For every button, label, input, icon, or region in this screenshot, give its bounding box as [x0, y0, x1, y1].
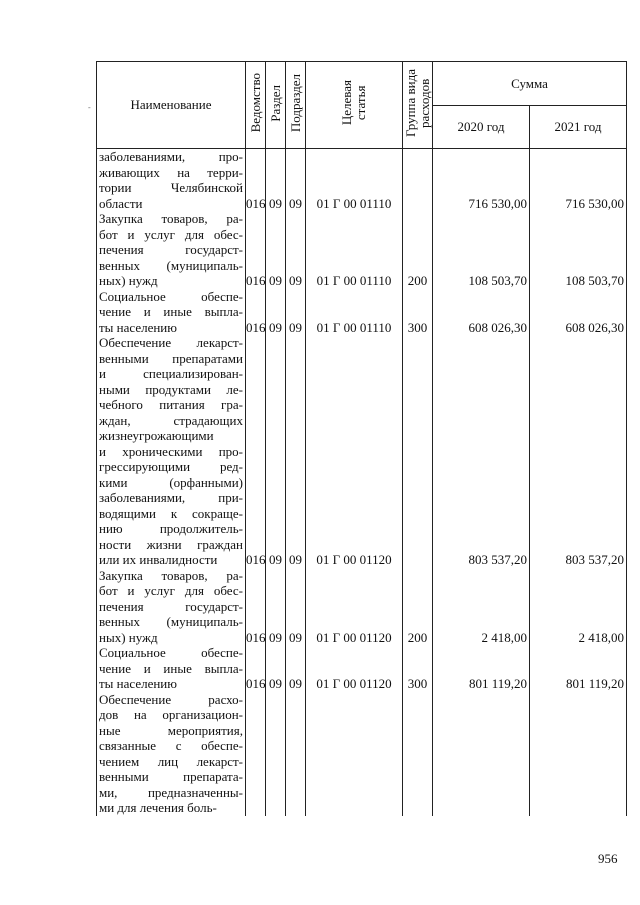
header-celevaya-statya: Целевая статья: [306, 62, 403, 149]
cell-razdel-value: 09: [269, 552, 282, 567]
row-name-line: ты населению: [99, 319, 177, 335]
cell-vedomstvo: [246, 289, 266, 336]
cell-amount-2020: [433, 645, 530, 692]
header-name: Наименование: [97, 62, 246, 149]
cell-razdel: [266, 335, 286, 568]
cell-razdel-value: 09: [269, 319, 282, 335]
cell-celevaya-statya: [306, 211, 403, 289]
row-name-line: ми для лечения боль-: [99, 800, 217, 815]
cell-amount-2020: [433, 289, 530, 336]
row-name-line: ности жизни граждан: [99, 536, 243, 552]
cell-podrazdel-value: 09: [289, 629, 302, 645]
cell-amount-2021-value: 2 418,00: [578, 629, 624, 645]
cell-podrazdel: [286, 211, 306, 289]
cell-amount-2021: [530, 335, 627, 568]
row-name: [97, 289, 246, 336]
row-name-line: Обеспечение лекарст-: [99, 335, 243, 350]
row-name-line: кими (орфанными): [99, 474, 243, 490]
cell-vedomstvo-value: 016: [246, 195, 266, 211]
row-name-line: Закупка товаров, ра-: [99, 567, 243, 583]
row-name-line: чебного питания гра-: [99, 397, 243, 412]
cell-vedomstvo: [246, 211, 266, 289]
row-name: [97, 692, 246, 816]
cell-amount-2021-value: 108 503,70: [565, 273, 624, 288]
header-year-2021: 2021 год: [530, 106, 627, 149]
cell-podrazdel: [286, 335, 306, 568]
cell-razdel: [266, 289, 286, 336]
cell-gruppa-vida: [403, 335, 433, 568]
cell-celevaya-statya-value: 01 Г 00 01120: [316, 552, 392, 567]
table-row: [97, 335, 627, 568]
row-name-line: Социальное обеспе-: [99, 645, 243, 660]
row-name-line: печения государст-: [99, 242, 243, 257]
row-name-line: венных (муниципаль-: [99, 257, 243, 273]
cell-amount-2021: [530, 289, 627, 336]
cell-amount-2020: [433, 692, 530, 816]
row-name-line: бот и услуг для обес-: [99, 226, 243, 242]
row-name: [97, 211, 246, 289]
cell-amount-2020-value: 801 119,20: [468, 676, 527, 691]
cell-razdel-value: 09: [269, 629, 282, 645]
row-name-line: венными препаратами: [99, 350, 243, 366]
cell-celevaya-statya: [306, 645, 403, 692]
cell-celevaya-statya-value: 01 Г 00 01110: [316, 273, 392, 288]
row-name-line: нию продолжитель-: [99, 521, 243, 536]
cell-celevaya-statya: [306, 335, 403, 568]
row-name-line: дов на организацион-: [99, 707, 243, 722]
cell-podrazdel: [286, 645, 306, 692]
row-name-line: венных (муниципаль-: [99, 614, 243, 629]
table-header-row: [97, 62, 627, 106]
cell-vedomstvo: [246, 692, 266, 816]
header-summa: Сумма: [433, 62, 627, 106]
table-row: [97, 692, 627, 816]
cell-amount-2020-value: 2 418,00: [481, 629, 527, 645]
cell-podrazdel: [286, 692, 306, 816]
cell-razdel-value: 09: [269, 273, 282, 288]
row-name-line: области: [99, 195, 143, 211]
cell-amount-2020-value: 716 530,00: [468, 195, 527, 211]
row-name-line: печения государст-: [99, 598, 243, 614]
cell-celevaya-statya: [306, 692, 403, 816]
cell-amount-2020: [433, 211, 530, 289]
cell-celevaya-statya: [306, 149, 403, 212]
row-name-line: ми, предназначенны-: [99, 784, 243, 800]
header-gruppa-vida-rashodov: Группа вида расходов: [403, 62, 433, 149]
margin-mark: -: [88, 103, 91, 112]
cell-amount-2020-value: 108 503,70: [468, 273, 527, 288]
cell-vedomstvo-value: 016: [246, 273, 266, 288]
cell-razdel: [266, 645, 286, 692]
cell-razdel: [266, 211, 286, 289]
cell-razdel-value: 09: [269, 676, 282, 691]
cell-amount-2020-value: 803 537,20: [468, 552, 527, 567]
table-body: [97, 149, 627, 816]
row-name-line: Социальное обеспе-: [99, 288, 243, 304]
page-number: 956: [598, 851, 618, 866]
row-name-line: ными продуктами ле-: [99, 381, 243, 397]
row-name-line: бот и услуг для обес-: [99, 583, 243, 598]
cell-vedomstvo-value: 016: [246, 676, 266, 691]
row-name-line: и хроническими про-: [99, 443, 243, 459]
row-name-line: жизнеугрожающими: [99, 428, 214, 443]
cell-vedomstvo: [246, 645, 266, 692]
header-vedomstvo: Ведомство: [246, 62, 266, 149]
cell-vedomstvo: [246, 568, 266, 646]
cell-amount-2021-value: 716 530,00: [565, 195, 624, 211]
cell-gruppa-vida: [403, 211, 433, 289]
cell-gruppa-vida: [403, 149, 433, 212]
cell-razdel: [266, 149, 286, 212]
cell-vedomstvo: [246, 335, 266, 568]
cell-celevaya-statya-value: 01 Г 00 01110: [316, 319, 392, 335]
cell-podrazdel-value: 09: [289, 676, 302, 691]
row-name: [97, 335, 246, 568]
row-name-line: или их инвалидности: [99, 552, 218, 567]
row-name-line: чение и иные выпла-: [99, 304, 243, 319]
cell-podrazdel: [286, 289, 306, 336]
table-row: [97, 289, 627, 336]
row-name-line: Закупка товаров, ра-: [99, 211, 243, 226]
cell-amount-2021: [530, 211, 627, 289]
cell-amount-2020: [433, 335, 530, 568]
row-name-line: ных) нужд: [99, 273, 158, 288]
header-year-2020: 2020 год: [433, 106, 530, 149]
cell-amount-2021: [530, 692, 627, 816]
row-name-line: связанные с обеспе-: [99, 738, 243, 753]
cell-vedomstvo-value: 016: [246, 319, 266, 335]
row-name-line: грессирующими ред-: [99, 459, 243, 474]
cell-amount-2020: [433, 149, 530, 212]
cell-gruppa-vida: [403, 692, 433, 816]
cell-amount-2021: [530, 568, 627, 646]
cell-gruppa-vida-value: 200: [407, 629, 428, 645]
cell-celevaya-statya: [306, 289, 403, 336]
cell-amount-2021-value: 803 537,20: [565, 552, 624, 567]
cell-amount-2021: [530, 645, 627, 692]
table-row: [97, 568, 627, 646]
row-name-line: заболеваниями, при-: [99, 490, 243, 505]
cell-amount-2021-value: 608 026,30: [565, 319, 624, 335]
cell-amount-2020-value: 608 026,30: [468, 319, 527, 335]
row-name-line: живающих на терри-: [99, 164, 243, 180]
cell-gruppa-vida: [403, 645, 433, 692]
row-name-line: заболеваниями, про-: [99, 149, 243, 164]
cell-gruppa-vida: [403, 568, 433, 646]
row-name-line: венными препарата-: [99, 769, 243, 784]
cell-amount-2021: [530, 149, 627, 212]
cell-celevaya-statya-value: 01 Г 00 01120: [316, 629, 392, 645]
cell-razdel: [266, 568, 286, 646]
row-name-line: ты населению: [99, 676, 177, 691]
cell-podrazdel: [286, 149, 306, 212]
header-podrazdel: Подраздел: [286, 62, 306, 149]
cell-gruppa-vida-value: 300: [407, 319, 428, 335]
cell-vedomstvo: [246, 149, 266, 212]
cell-vedomstvo-value: 016: [246, 629, 266, 645]
row-name-line: тории Челябинской: [99, 180, 243, 195]
row-name: [97, 149, 246, 212]
cell-gruppa-vida-value: 200: [407, 273, 428, 288]
cell-podrazdel-value: 09: [289, 195, 302, 211]
row-name-line: ных) нужд: [99, 629, 158, 645]
header-razdel: Раздел: [266, 62, 286, 149]
table-row: [97, 149, 627, 212]
row-name-line: чение и иные выпла-: [99, 660, 243, 676]
table-row: [97, 211, 627, 289]
row-name-line: ждан, страдающих: [99, 412, 243, 428]
cell-podrazdel-value: 09: [289, 273, 302, 288]
cell-gruppa-vida: [403, 289, 433, 336]
cell-vedomstvo-value: 016: [246, 552, 266, 567]
budget-table: [96, 61, 627, 816]
cell-podrazdel-value: 09: [289, 552, 302, 567]
row-name-line: Обеспечение расхо-: [99, 691, 243, 707]
row-name-line: и специализирован-: [99, 366, 243, 381]
cell-podrazdel-value: 09: [289, 319, 302, 335]
cell-celevaya-statya-value: 01 Г 00 01110: [316, 195, 392, 211]
cell-amount-2021-value: 801 119,20: [565, 676, 624, 691]
row-name: [97, 645, 246, 692]
table-row: [97, 645, 627, 692]
cell-gruppa-vida-value: 300: [407, 676, 428, 691]
row-name: [97, 568, 246, 646]
cell-razdel: [266, 692, 286, 816]
cell-amount-2020: [433, 568, 530, 646]
cell-razdel-value: 09: [269, 195, 282, 211]
cell-celevaya-statya: [306, 568, 403, 646]
cell-celevaya-statya-value: 01 Г 00 01120: [316, 676, 392, 691]
row-name-line: ные мероприятия,: [99, 722, 243, 738]
row-name-line: водящими к сокраще-: [99, 505, 243, 521]
cell-podrazdel: [286, 568, 306, 646]
row-name-line: чением лиц лекарст-: [99, 753, 243, 769]
